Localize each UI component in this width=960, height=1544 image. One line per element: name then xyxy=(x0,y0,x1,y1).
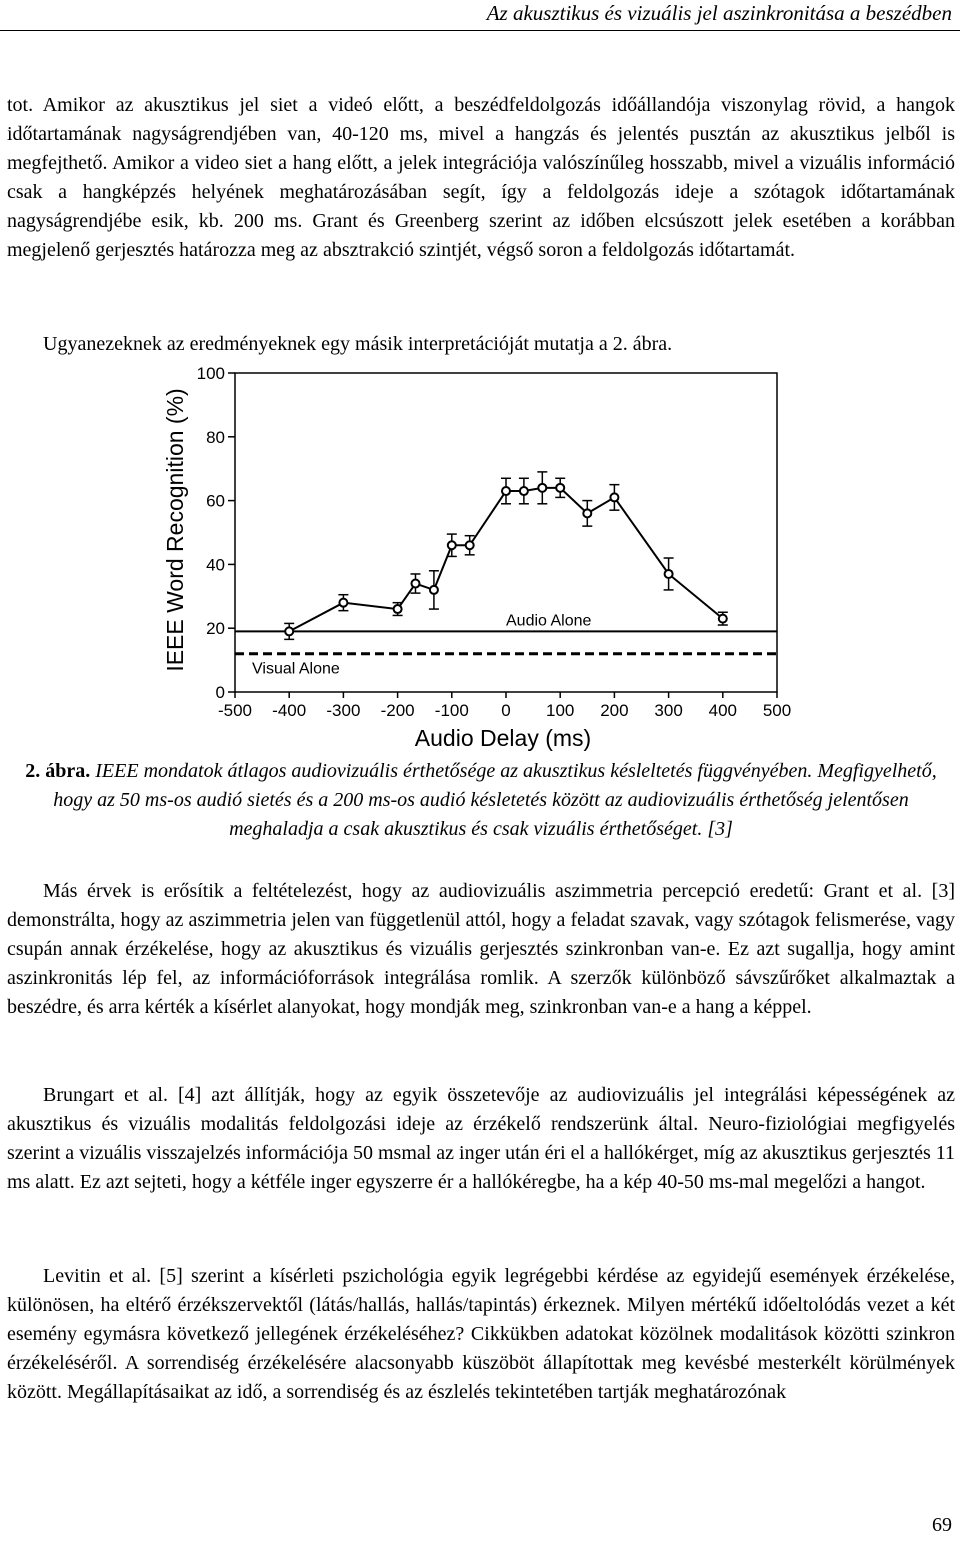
data-point xyxy=(583,509,591,517)
paragraph-2: Ugyanezeknek az eredményeknek egy másik interpretációját mutatja a 2. ábra. xyxy=(43,333,673,355)
y-tick-label: 60 xyxy=(206,491,225,511)
chart-reference-lines xyxy=(235,612,777,677)
x-tick-label: 300 xyxy=(654,701,683,720)
data-point xyxy=(502,487,510,495)
x-tick-label: 0 xyxy=(501,701,511,720)
x-axis-label: Audio Delay (ms) xyxy=(414,725,592,751)
x-tick-label: -400 xyxy=(272,701,307,720)
y-tick-label: 20 xyxy=(206,619,225,639)
plot-frame xyxy=(235,373,777,692)
x-tick-label: 400 xyxy=(708,701,737,720)
y-tick-label: 0 xyxy=(215,683,225,702)
data-point xyxy=(610,493,618,501)
data-point xyxy=(466,541,474,549)
running-title: Az akusztikus és vizuális jel aszinkronitása a beszédben xyxy=(486,1,952,25)
x-tick-label: -100 xyxy=(434,701,469,720)
x-tick-label: 500 xyxy=(762,701,792,720)
series-line xyxy=(289,488,723,632)
chart-svg xyxy=(155,360,805,752)
paragraph-4: Brungart et al. [4] azt állítják, hogy az egyik összetevője az audiovizuális jel integrálási képességének az akusztikus és vizuális modalitás feldolgozási ideje az érzékelő rendszerünk által. Neuro-fiziológiai megfigyelés szerint a vizuális visszajelzés információja 50 msmal az inger után éri el a hallókérget, míg az akusztikus gerjesztés 11 ms alatt. Ez azt sejteti, hogy a kétféle inger egyszerre ér a hallókéregbe, ha a kép 40-50 ms-mal megelőzi a hangot. xyxy=(7,1084,955,1193)
x-tick-label: 100 xyxy=(546,701,575,720)
data-point xyxy=(556,484,564,492)
paragraph-5: Levitin et al. [5] szerint a kísérleti pszichológia egyik legrégebbi kérdése az egyidejű események érzékelése, különösen, ha eltérő érzékszervektől (látás/hallás, hallás/tapintás) érkeznek. Milyen mértékű időeltolódás vezet a két esemény egymásra következő jellegének érzékeléséhez? Cikkükben adatokat közölnek modalitások közötti szinkron érzékeléséről. A sorrendiség érzékelésére alacsonyabb küszöböt állapítottak meg kevésbé mesterkélt körülmények között. Megállapításaikat az idő, a sorrendiség és az észlelés tekintetében tartják meghatározónak xyxy=(7,1265,955,1403)
x-tick-label: -500 xyxy=(217,701,253,720)
data-point xyxy=(285,627,293,635)
y-tick-label: 100 xyxy=(196,364,225,383)
running-header xyxy=(0,0,960,31)
figure-caption xyxy=(7,757,955,844)
x-tick-label: -300 xyxy=(326,701,361,720)
data-point xyxy=(719,615,727,623)
reference-line-label: Audio Alone xyxy=(506,612,592,630)
y-tick-label: 40 xyxy=(206,555,225,575)
y-tick-label: 80 xyxy=(206,427,225,447)
data-point xyxy=(339,599,347,607)
x-tick-label: 200 xyxy=(600,701,629,720)
reference-line-label: Visual Alone xyxy=(252,660,340,678)
data-point xyxy=(448,541,456,549)
data-point xyxy=(430,586,438,594)
figure-2-chart xyxy=(155,360,805,752)
paragraph-3: Más érvek is erősítik a feltételezést, hogy az audiovizuális aszimmetria percepció eredetű: Grant et al. [3] demonstrálta, hogy az aszimmetria jelen van függetlenül attól, hogy a feladat szavak, vagy szótagok felismerése, vagy csupán annak érzékelése, hogy az akusztikus és vizuális gerjesztés szinkronban van-e. Ez azt sugallja, hogy amint aszinkronitás lép fel, az információforrások integrálása romlik. A szerzők különböző sávszűrőket alkalmaztak a beszédre, és arra kérték a kísérlet alanyokat, hogy mondják meg, szinkronban van-e a hang a képpel. xyxy=(7,880,955,1018)
paragraph-1: tot. Amikor az akusztikus jel siet a videó előtt, a beszédfeldolgozás időállandója viszonylag rövid, a hangok időtartamának nagyságrendjében van, 40-120 ms, mivel a hangzás és jelentés pusztán az akusztikus jelből is megfejthető. Amikor a video siet a hang előtt, a jelek integrációja valószínűleg hosszabb, mivel a vizuális információ csak a hangképzés helyének meghatározásában segít, így a feldolgozás ideje a szótagok időtartamának nagyságrendjébe esik, kb. 200 ms. Grant és Greenberg szerint az időben elcsúszott jelek esetében a korábban megjelenő gerjesztés határozza meg az absztrakció szintjét, végső soron a feldolgozás időtartamát. xyxy=(7,94,955,261)
data-point xyxy=(394,605,402,613)
data-point xyxy=(411,580,419,588)
data-point xyxy=(520,487,528,495)
y-axis-label: IEEE Word Recognition (%) xyxy=(162,388,188,672)
page-number: 69 xyxy=(932,1514,952,1536)
caption-text: IEEE mondatok átlagos audiovizuális érthetősége az akusztikus késleltetés függvényében. Megfigyelhető, hogy az 50 ms-os audió sietés és a 200 ms-os audió késletetés között az audiovizuális érthetőség jelentősen meghaladja a csak akusztikus és csak vizuális érthetőséget. [3] xyxy=(53,760,937,840)
x-tick-label: -200 xyxy=(380,701,415,720)
data-point xyxy=(665,570,673,578)
data-point xyxy=(538,484,546,492)
caption-label: 2. ábra. xyxy=(25,760,91,782)
